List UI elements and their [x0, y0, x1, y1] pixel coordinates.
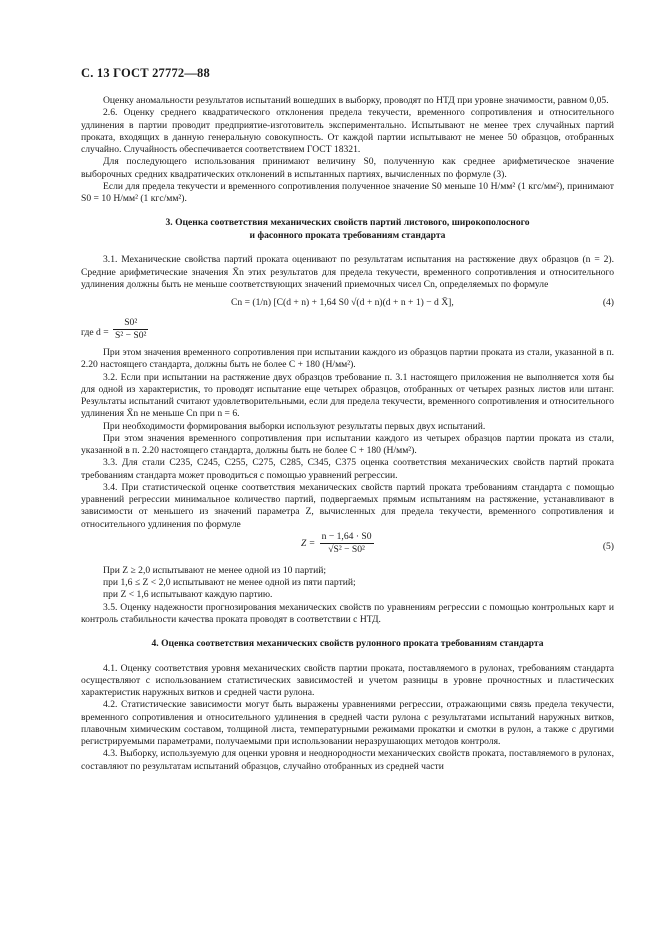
- document-body: [81, 95, 614, 773]
- formula-4: [81, 291, 614, 317]
- page-header: С. 13 ГОСТ 27772—88: [81, 66, 210, 80]
- paragraph-3-4: 3.4. При статистической оценке соответствия механических свойств партий проката требованиям стандарта с помощью уравнений регрессии минимальное количество партий, подвергаемых прямым испытаниям на растяжение, устанавливают в зависимости от меньшего из значений параметра Z, вычисленных для предела текучести, временного сопротивления и относительного удлинения по формуле: [81, 481, 614, 530]
- z-conditions-list: [81, 565, 614, 602]
- paragraph-2-6: 2.6. Оценку среднего квадратического отклонения предела текучести, временного сопротивления и относительного удлинения в партии проводит предприятие-изготовитель экспериментально. Испытывают не менее трех случайных партий проката, входящих в данную генеральную совокупность. От каждой партии испытывают не менее 50 образцов, отобранных случайно. Случайность обеспечивается соответствием ГОСТ 18321.: [81, 107, 614, 155]
- d-denominator: S² − S0²: [115, 330, 147, 342]
- where-d-definition: [81, 317, 614, 347]
- paragraph-s0-min: Если для предела текучести и временного сопротивления полученное значение S0 меньше 10 Н/мм² (1 кгс/мм²), принимают S0 = 10 Н/мм² (1 кгс/мм²).: [81, 180, 614, 204]
- formula-5-numerator: n − 1,64 · S0: [320, 531, 374, 544]
- d-numerator: S0²: [113, 317, 148, 330]
- paragraph-s0: Для последующего использования принимают величину S0, полученную как среднее арифметическое значение выборочных средних квадратических отклонений в испытанных партиях, вычисленных по формуле (3).: [81, 156, 614, 180]
- list-item: при 1,6 ≤ Z < 2,0 испытывают не менее одной из пяти партий;: [103, 577, 356, 588]
- paragraph-sample-formation: При необходимости формирования выборки используют результаты первых двух испытаний.: [103, 420, 486, 432]
- formula-4-body: Cn = (1/n) [C(d + n) + 1,64 S0 √(d + n)(d + n + 1) − d X̄],: [231, 297, 454, 308]
- formula-5-fraction: [320, 531, 374, 557]
- formula-5: [81, 531, 614, 565]
- paragraph-4-2: 4.2. Статистические зависимости могут быть выражены уравнениями регрессии, отражающими связь предела текучести, временного сопротивления и относительного удлинения в средней части рулона с результатами испытаний наружных витков, плавочным химическим составом, толщиной листа, температурными режимами прокатки и смотки в рулон, а также с другими регистрируемыми параметрами, получаемыми при использовании неразрушающих методов контроля.: [81, 699, 614, 747]
- paragraph-anomaly: Оценку аномальности результатов испытаний вошедших в выборку, проводят по НТД при уровне значимости, равном 0,05.: [103, 95, 609, 106]
- where-label: где d =: [81, 327, 109, 338]
- section-3-heading-line2: и фасонного проката требованиям стандарта: [249, 229, 446, 241]
- list-item: При Z ≥ 2,0 испытывают не менее одной из 10 партий;: [103, 564, 327, 576]
- paragraph-3-5: 3.5. Оценку надежности прогнозирования механических свойств по уравнениям регрессии с помощью контрольных карт и контроль стабильности качества проката проводят в соответствии с НТД.: [81, 601, 614, 625]
- paragraph-3-3: 3.3. Для стали С235, С245, С255, С275, С285, С345, С375 оценка соответствия механических свойств партий проката требованиям стандарта может проводиться с помощью уравнений регрессии.: [81, 457, 614, 481]
- section-3-heading-line1: 3. Оценка соответствия механических свойств партий листового, широкополосного: [165, 217, 530, 229]
- section-4-heading: 4. Оценка соответствия механических свойств рулонного проката требованиям стандарта: [151, 638, 544, 649]
- formula-5-number: (5): [602, 540, 614, 552]
- formula-4-number: (4): [602, 297, 614, 308]
- paragraph-3-2: 3.2. Если при испытании на растяжение двух образцов требование п. 3.1 настоящего приложения не выполняется хотя бы для одной из характеристик, то проводят испытание еще четырех образцов, отобранных от четырех разных листов или штанг. Результаты испытаний считают удовлетворительными, если для предела текучести, временного сопротивления и относительного удлинения X̄n не меньше Cn при n = 6.: [81, 371, 614, 420]
- paragraph-3-1: 3.1. Механические свойства партий проката оценивают по результатам испытания на растяжение двух образцов (n = 2). Средние арифметические значения X̄n этих результатов для предела текучести, временного сопротивления и относительного удлинения должны быть не меньше соответствующих значений приемочных чисел Cn, определяемых по формуле: [81, 254, 614, 290]
- paragraph-tensile-limit-2: При этом значения временного сопротивления при испытании каждого из четырех образцов партии проката из стали, указанной в п. 2.20 настоящего стандарта, должны быть не более C + 180 (Н/мм²).: [81, 432, 614, 456]
- list-item: при Z < 1,6 испытывают каждую партию.: [103, 589, 273, 601]
- paragraph-4-3: 4.3. Выборку, используемую для оценки уровня и неоднородности механических свойств проката, поставляемого в рулонах, составляют по результатам испытаний образцов, случайно отобранных из средней части: [81, 748, 614, 772]
- d-fraction: [113, 317, 148, 343]
- paragraph-4-1: 4.1. Оценку соответствия уровня механических свойств партии проката, поставляемого в рулонах, требованиям стандарта осуществляют с использованием статистических зависимостей и учетом разницы в уровне прочностных и пластических характеристик наружных витков и средней части рулона.: [81, 662, 614, 698]
- paragraph-tensile-limit: При этом значения временного сопротивления при испытании каждого из образцов партии проката из стали, указанной в п. 2.20 настоящего стандарта, должны быть не более C + 180 (Н/мм²).: [81, 347, 614, 371]
- formula-5-lhs: Z =: [301, 537, 316, 549]
- formula-5-denominator: √S² − S0²: [328, 544, 365, 555]
